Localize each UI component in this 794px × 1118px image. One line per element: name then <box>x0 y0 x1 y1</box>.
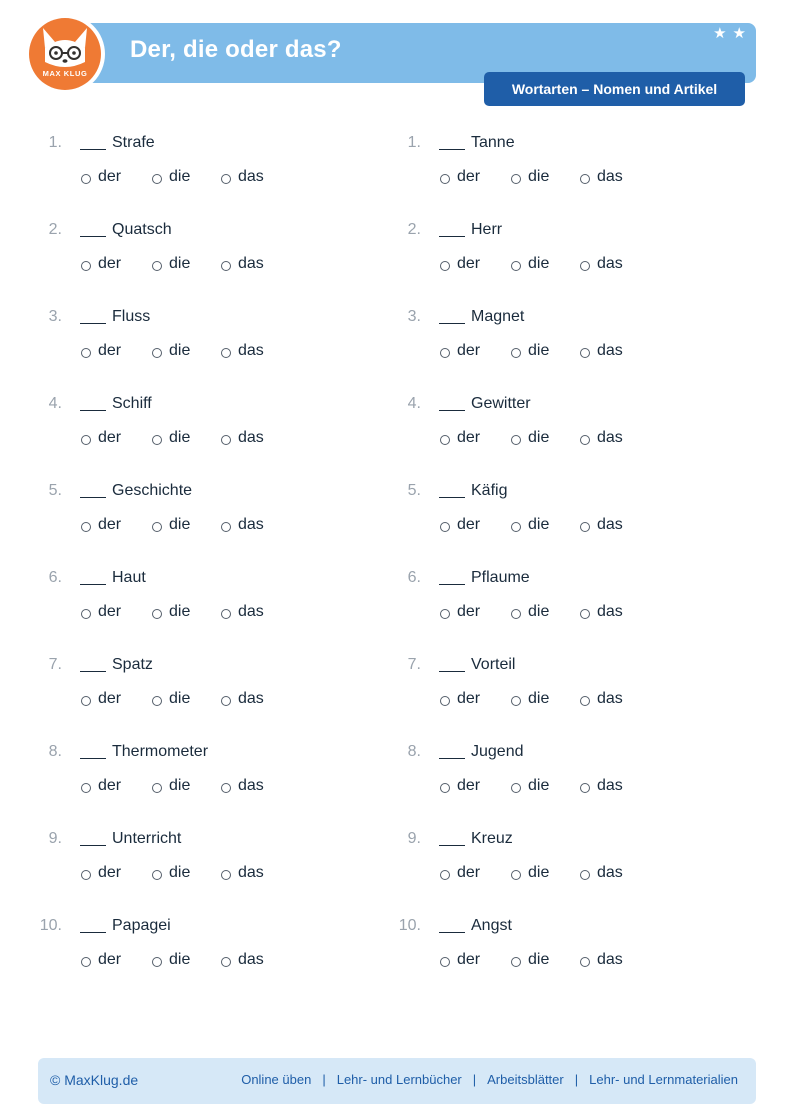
option-das[interactable] <box>221 255 264 273</box>
answer-blank <box>439 149 465 150</box>
option-der[interactable] <box>81 342 121 360</box>
radio-icon[interactable] <box>221 696 231 706</box>
noun-word: Käfig <box>471 482 508 499</box>
answer-blank <box>439 497 465 498</box>
radio-icon[interactable] <box>221 870 231 880</box>
radio-icon[interactable] <box>440 174 450 184</box>
option-label: das <box>238 516 264 533</box>
option-label: die <box>528 168 550 185</box>
option-der[interactable] <box>81 603 121 621</box>
option-der[interactable] <box>81 864 121 882</box>
answer-blank <box>80 758 106 759</box>
answer-blank <box>439 584 465 585</box>
option-label: der <box>457 603 481 620</box>
maxklug-logo <box>29 18 101 90</box>
answer-blank <box>80 149 106 150</box>
option-label: das <box>597 255 623 272</box>
exercise-item <box>397 826 737 913</box>
noun-word: Spatz <box>112 656 153 673</box>
option-label: die <box>169 603 191 620</box>
option-die[interactable] <box>511 951 549 969</box>
radio-icon[interactable] <box>81 609 91 619</box>
noun-word: Pflaume <box>471 569 530 586</box>
radio-icon[interactable] <box>511 696 521 706</box>
exercise-item <box>397 391 737 478</box>
radio-icon[interactable] <box>81 522 91 532</box>
exercise-item <box>38 391 378 478</box>
option-label: der <box>98 603 122 620</box>
radio-icon[interactable] <box>152 696 162 706</box>
option-das[interactable] <box>221 168 264 186</box>
option-der[interactable] <box>440 516 480 534</box>
option-label: der <box>457 864 481 881</box>
radio-icon[interactable] <box>152 957 162 967</box>
option-label: das <box>238 168 264 185</box>
option-label: der <box>457 255 481 272</box>
footer-separator: | <box>574 1072 579 1087</box>
item-number: 4. <box>48 395 62 412</box>
item-number: 5. <box>407 482 421 499</box>
exercise-item <box>397 652 737 739</box>
radio-icon[interactable] <box>152 870 162 880</box>
option-die[interactable] <box>152 690 190 708</box>
option-label: das <box>597 777 623 794</box>
option-label: die <box>528 690 550 707</box>
option-label: das <box>597 603 623 620</box>
fox-face-icon <box>29 18 101 90</box>
noun-word: Schiff <box>112 395 152 412</box>
option-das[interactable] <box>580 777 623 795</box>
option-der[interactable] <box>440 429 480 447</box>
noun-word: Kreuz <box>471 830 513 847</box>
option-label: das <box>597 342 623 359</box>
answer-blank <box>439 671 465 672</box>
footer-separator: | <box>322 1072 326 1087</box>
item-number: 2. <box>48 221 62 238</box>
item-number: 6. <box>407 569 421 586</box>
star-icon: ★ <box>713 25 727 42</box>
option-label: der <box>98 429 122 446</box>
option-das[interactable] <box>221 864 264 882</box>
item-number: 10. <box>39 917 62 934</box>
noun-word: Strafe <box>112 134 155 151</box>
radio-icon[interactable] <box>81 435 91 445</box>
option-label: der <box>457 951 481 968</box>
option-die[interactable] <box>511 777 549 795</box>
option-label: die <box>528 429 550 446</box>
exercise-item <box>38 478 378 565</box>
exercise-item <box>38 826 378 913</box>
noun-word: Unterricht <box>112 830 182 847</box>
option-die[interactable] <box>152 516 190 534</box>
radio-icon[interactable] <box>511 522 521 532</box>
option-label: die <box>528 777 550 794</box>
footer-separator: | <box>472 1072 477 1087</box>
radio-icon[interactable] <box>580 696 590 706</box>
answer-blank <box>439 845 465 846</box>
answer-blank <box>80 236 106 237</box>
option-label: das <box>238 864 264 881</box>
option-der[interactable] <box>440 255 480 273</box>
option-der[interactable] <box>440 777 480 795</box>
noun-word: Fluss <box>112 308 151 325</box>
noun-word: Jugend <box>471 743 524 760</box>
option-der[interactable] <box>440 690 480 708</box>
radio-icon[interactable] <box>152 261 162 271</box>
radio-icon[interactable] <box>81 174 91 184</box>
answer-blank <box>80 323 106 324</box>
option-label: der <box>98 864 122 881</box>
option-die[interactable] <box>152 864 190 882</box>
radio-icon[interactable] <box>221 435 231 445</box>
radio-icon[interactable] <box>440 609 450 619</box>
noun-word: Angst <box>471 917 512 934</box>
radio-icon[interactable] <box>511 435 521 445</box>
radio-icon[interactable] <box>580 609 590 619</box>
noun-word: Thermometer <box>112 743 209 760</box>
option-der[interactable] <box>440 342 480 360</box>
option-label: der <box>457 690 481 707</box>
noun-word: Tanne <box>471 134 515 151</box>
noun-word: Papagei <box>112 917 171 934</box>
option-label: das <box>238 777 264 794</box>
option-die[interactable] <box>152 951 190 969</box>
radio-icon[interactable] <box>221 174 231 184</box>
exercise-item <box>397 217 737 304</box>
item-number: 9. <box>48 830 62 847</box>
radio-icon[interactable] <box>152 783 162 793</box>
option-label: das <box>238 342 264 359</box>
option-der[interactable] <box>440 603 480 621</box>
option-die[interactable] <box>152 777 190 795</box>
option-die[interactable] <box>152 429 190 447</box>
footer <box>38 1058 756 1104</box>
page-title: Der, die oder das? <box>130 36 342 63</box>
option-label: die <box>169 429 191 446</box>
radio-icon[interactable] <box>580 870 590 880</box>
radio-icon[interactable] <box>511 957 521 967</box>
noun-word: Magnet <box>471 308 525 325</box>
option-der[interactable] <box>440 168 480 186</box>
radio-icon[interactable] <box>152 522 162 532</box>
option-die[interactable] <box>152 255 190 273</box>
radio-icon[interactable] <box>81 696 91 706</box>
item-number: 2. <box>407 221 421 238</box>
option-label: die <box>528 951 550 968</box>
option-der[interactable] <box>81 516 121 534</box>
radio-icon[interactable] <box>440 522 450 532</box>
radio-icon[interactable] <box>81 870 91 880</box>
radio-icon[interactable] <box>221 609 231 619</box>
noun-word: Gewitter <box>471 395 531 412</box>
option-das[interactable] <box>580 690 623 708</box>
star-icon: ★ <box>732 25 746 42</box>
item-number: 7. <box>407 656 421 673</box>
item-number: 10. <box>398 917 421 934</box>
option-label: die <box>169 342 191 359</box>
radio-icon[interactable] <box>81 348 91 358</box>
exercise-item <box>38 217 378 304</box>
option-label: der <box>457 342 481 359</box>
exercise-item <box>38 304 378 391</box>
option-label: die <box>169 168 191 185</box>
radio-icon[interactable] <box>440 261 450 271</box>
radio-icon[interactable] <box>221 783 231 793</box>
exercise-item <box>38 565 378 652</box>
option-das[interactable] <box>221 777 264 795</box>
radio-icon[interactable] <box>221 261 231 271</box>
option-die[interactable] <box>511 342 549 360</box>
footer-link-materials[interactable]: Lehr- und Lernmaterialien <box>589 1072 738 1087</box>
radio-icon[interactable] <box>580 174 590 184</box>
logo-text: MAX KLUG <box>42 69 88 78</box>
option-das[interactable] <box>580 429 623 447</box>
option-die[interactable] <box>511 429 549 447</box>
option-das[interactable] <box>221 429 264 447</box>
radio-icon[interactable] <box>511 174 521 184</box>
radio-icon[interactable] <box>440 696 450 706</box>
footer-link-online[interactable]: Online üben <box>241 1072 312 1087</box>
option-das[interactable] <box>580 342 623 360</box>
radio-icon[interactable] <box>152 609 162 619</box>
radio-icon[interactable] <box>152 348 162 358</box>
footer-link-worksheets[interactable]: Arbeitsblätter <box>487 1072 564 1087</box>
option-der[interactable] <box>81 168 121 186</box>
option-label: der <box>457 777 481 794</box>
radio-icon[interactable] <box>511 261 521 271</box>
answer-blank <box>439 758 465 759</box>
radio-icon[interactable] <box>580 435 590 445</box>
footer-brand[interactable]: © MaxKlug.de <box>50 1072 139 1088</box>
option-label: der <box>457 429 481 446</box>
option-label: der <box>98 516 122 533</box>
answer-blank <box>439 410 465 411</box>
option-der[interactable] <box>81 951 121 969</box>
item-number: 7. <box>48 656 62 673</box>
option-das[interactable] <box>221 690 264 708</box>
option-der[interactable] <box>81 777 121 795</box>
option-der[interactable] <box>440 951 480 969</box>
answer-blank <box>439 932 465 933</box>
option-label: das <box>238 603 264 620</box>
option-das[interactable] <box>580 951 623 969</box>
footer-link-books[interactable]: Lehr- und Lernbücher <box>336 1072 462 1087</box>
option-label: der <box>98 951 122 968</box>
radio-icon[interactable] <box>580 261 590 271</box>
option-die[interactable] <box>511 516 549 534</box>
radio-icon[interactable] <box>221 957 231 967</box>
option-die[interactable] <box>511 603 549 621</box>
exercise-item <box>397 565 737 652</box>
exercise-item <box>38 130 378 217</box>
answer-blank <box>439 236 465 237</box>
radio-icon[interactable] <box>511 783 521 793</box>
radio-icon[interactable] <box>511 348 521 358</box>
item-number: 3. <box>48 308 62 325</box>
option-label: der <box>457 168 481 185</box>
option-der[interactable] <box>81 690 121 708</box>
option-label: der <box>98 168 122 185</box>
radio-icon[interactable] <box>440 957 450 967</box>
radio-icon[interactable] <box>440 783 450 793</box>
radio-icon[interactable] <box>440 435 450 445</box>
radio-icon[interactable] <box>580 348 590 358</box>
exercise-item <box>397 478 737 565</box>
option-das[interactable] <box>580 516 623 534</box>
option-das[interactable] <box>580 168 623 186</box>
option-die[interactable] <box>511 864 549 882</box>
option-label: die <box>169 951 191 968</box>
exercise-item <box>38 739 378 826</box>
option-die[interactable] <box>152 342 190 360</box>
option-label: die <box>528 516 550 533</box>
item-number: 1. <box>407 134 421 151</box>
exercise-item <box>38 652 378 739</box>
answer-blank <box>80 584 106 585</box>
item-number: 1. <box>48 134 62 151</box>
left-column <box>38 130 378 1000</box>
option-label: der <box>98 690 122 707</box>
option-die[interactable] <box>511 168 549 186</box>
option-der[interactable] <box>440 864 480 882</box>
radio-icon[interactable] <box>81 957 91 967</box>
option-label: die <box>528 342 550 359</box>
radio-icon[interactable] <box>81 261 91 271</box>
option-der[interactable] <box>81 255 121 273</box>
option-label: das <box>597 429 623 446</box>
radio-icon[interactable] <box>152 435 162 445</box>
exercise-item <box>397 130 737 217</box>
option-label: das <box>238 951 264 968</box>
option-der[interactable] <box>81 429 121 447</box>
option-label: das <box>238 255 264 272</box>
option-label: das <box>597 516 623 533</box>
answer-blank <box>439 323 465 324</box>
noun-word: Vorteil <box>471 656 516 673</box>
radio-icon[interactable] <box>152 174 162 184</box>
answer-blank <box>80 845 106 846</box>
option-label: die <box>528 255 550 272</box>
option-das[interactable] <box>221 516 264 534</box>
option-label: der <box>98 255 122 272</box>
option-label: das <box>597 951 623 968</box>
item-number: 6. <box>48 569 62 586</box>
option-label: die <box>528 603 550 620</box>
noun-word: Quatsch <box>112 221 172 238</box>
answer-blank <box>80 410 106 411</box>
option-label: der <box>98 342 122 359</box>
footer-links <box>241 1072 738 1087</box>
item-number: 3. <box>407 308 421 325</box>
radio-icon[interactable] <box>81 783 91 793</box>
radio-icon[interactable] <box>580 957 590 967</box>
option-label: der <box>98 777 122 794</box>
option-label: die <box>169 864 191 881</box>
option-label: das <box>597 864 623 881</box>
option-die[interactable] <box>152 168 190 186</box>
option-label: die <box>169 777 191 794</box>
noun-word: Geschichte <box>112 482 193 499</box>
noun-word: Herr <box>471 221 503 238</box>
option-die[interactable] <box>152 603 190 621</box>
item-number: 8. <box>48 743 62 760</box>
option-label: der <box>457 516 481 533</box>
radio-icon[interactable] <box>580 783 590 793</box>
exercise-item <box>397 739 737 826</box>
option-label: das <box>597 690 623 707</box>
option-das[interactable] <box>580 603 623 621</box>
option-das[interactable] <box>221 342 264 360</box>
option-label: das <box>238 690 264 707</box>
radio-icon[interactable] <box>580 522 590 532</box>
radio-icon[interactable] <box>511 609 521 619</box>
radio-icon[interactable] <box>511 870 521 880</box>
option-label: die <box>169 516 191 533</box>
exercise-item <box>38 913 378 1000</box>
exercise-item <box>397 304 737 391</box>
right-column <box>397 130 737 1000</box>
option-das[interactable] <box>580 255 623 273</box>
radio-icon[interactable] <box>440 348 450 358</box>
option-das[interactable] <box>221 951 264 969</box>
noun-word: Haut <box>112 569 146 586</box>
option-label: die <box>169 690 191 707</box>
option-label: das <box>238 429 264 446</box>
answer-blank <box>80 671 106 672</box>
item-number: 4. <box>407 395 421 412</box>
option-die[interactable] <box>511 690 549 708</box>
option-das[interactable] <box>221 603 264 621</box>
item-number: 8. <box>407 743 421 760</box>
difficulty-stars <box>713 26 746 41</box>
answer-blank <box>80 932 106 933</box>
radio-icon[interactable] <box>221 348 231 358</box>
radio-icon[interactable] <box>440 870 450 880</box>
option-die[interactable] <box>511 255 549 273</box>
topic-badge: Wortarten – Nomen und Artikel <box>484 72 745 106</box>
answer-blank <box>80 497 106 498</box>
option-label: das <box>597 168 623 185</box>
item-number: 9. <box>407 830 421 847</box>
item-number: 5. <box>48 482 62 499</box>
option-das[interactable] <box>580 864 623 882</box>
option-label: die <box>528 864 550 881</box>
exercise-item <box>397 913 737 1000</box>
option-label: die <box>169 255 191 272</box>
radio-icon[interactable] <box>221 522 231 532</box>
